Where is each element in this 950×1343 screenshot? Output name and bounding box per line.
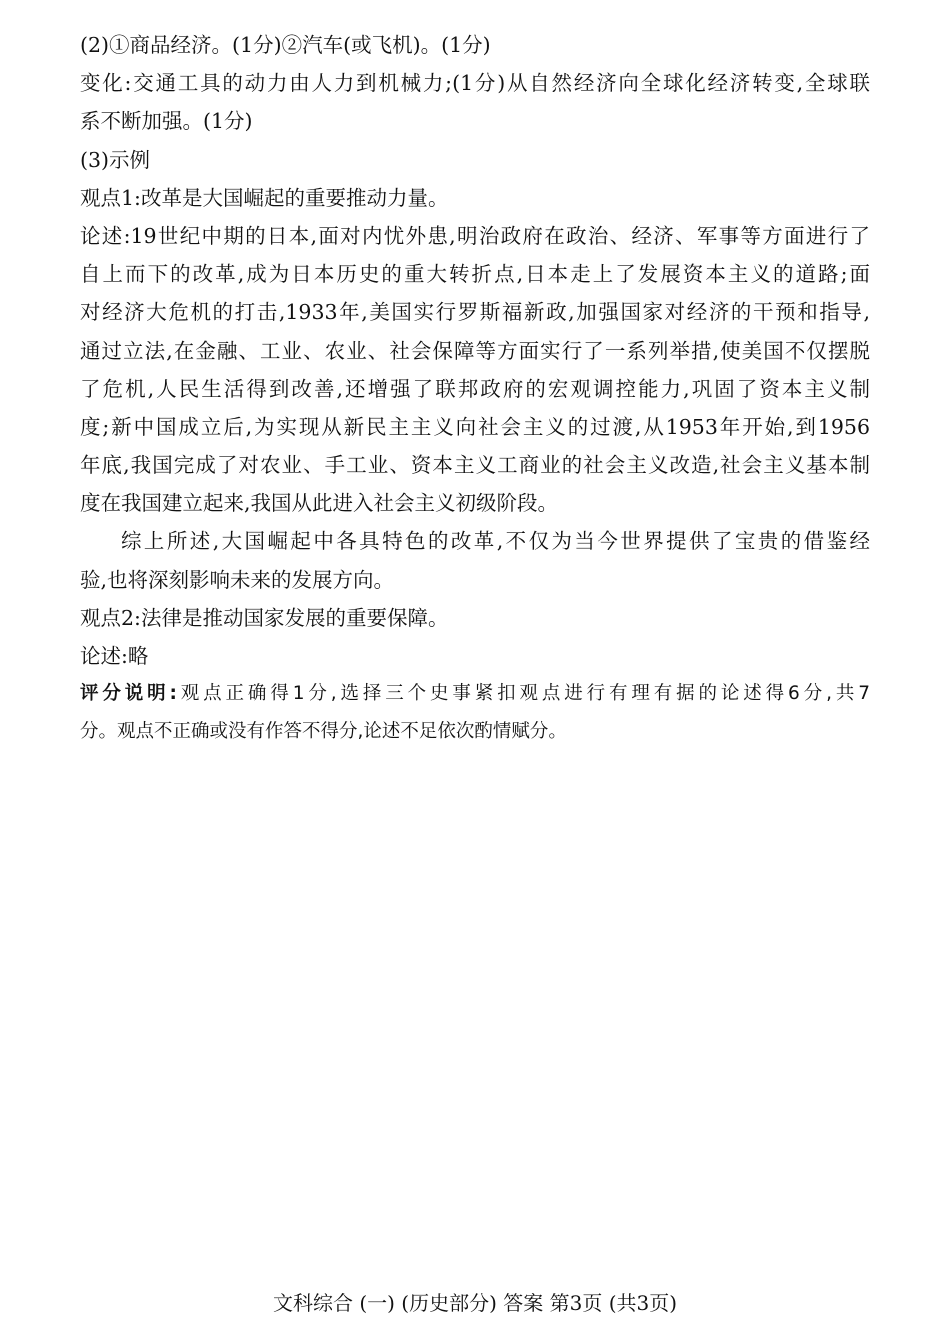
argument-omitted: 论述:略 xyxy=(80,644,149,668)
argument-line: 论述:19世纪中期的日本,面对内忧外患,明治政府在政治、经济、军事等方面进行了 xyxy=(80,223,870,248)
argument-line: 年底,我国完成了对农业、手工业、资本主义工商业的社会主义改造,社会主义基本制 xyxy=(80,453,870,478)
viewpoint-1: 观点1:改革是大国崛起的重要推动力量。 xyxy=(80,185,449,210)
answer-content xyxy=(80,26,870,752)
argument-line: 自上而下的改革,成为日本历史的重大转折点,日本走上了发展资本主义的道路;面 xyxy=(80,262,870,287)
change-line: 变化:交通工具的动力由人力到机械力;(1分)从自然经济向全球化经济转变,全球联 xyxy=(80,71,870,96)
argument-line: 度在我国建立起来,我国从此进入社会主义初级阶段。 xyxy=(80,491,559,516)
change-line-cont: 系不断加强。(1分) xyxy=(80,109,253,134)
conclusion-line: 综上所述,大国崛起中各具特色的改革,不仅为当今世界提供了宝贵的借鉴经 xyxy=(121,529,870,554)
grading-label: 评分说明: xyxy=(80,683,177,705)
grading-note xyxy=(80,675,870,713)
viewpoint-2: 观点2:法律是推动国家发展的重要保障。 xyxy=(80,605,449,630)
conclusion-line: 验,也将深刻影响未来的发展方向。 xyxy=(80,567,395,592)
argument-line: 了危机,人民生活得到改善,还增强了联邦政府的宏观调控能力,巩固了资本主义制 xyxy=(80,376,870,401)
grading-text: 观点正确得1分,选择三个史事紧扣观点进行有理有据的论述得6分,共7 xyxy=(176,683,870,705)
example-heading: (3)示例 xyxy=(80,147,151,172)
grading-note-cont: 分。观点不正确或没有作答不得分,论述不足依次酌情赋分。 xyxy=(80,721,567,743)
argument-line: 对经济大危机的打击,1933年,美国实行罗斯福新政,加强国家对经济的干预和指导, xyxy=(80,300,870,325)
argument-line: 度;新中国成立后,为实现从新民主主义向社会主义的过渡,从1953年开始,到1956 xyxy=(80,414,870,439)
answer-line-2: (2)①商品经济。(1分)②汽车(或飞机)。(1分) xyxy=(80,33,491,57)
argument-line: 通过立法,在金融、工业、农业、社会保障等方面实行了一系列举措,使美国不仅摆脱 xyxy=(80,338,870,363)
page-footer: 文科综合 (一) (历史部分) 答案 第3页 (共3页) xyxy=(272,1291,678,1315)
